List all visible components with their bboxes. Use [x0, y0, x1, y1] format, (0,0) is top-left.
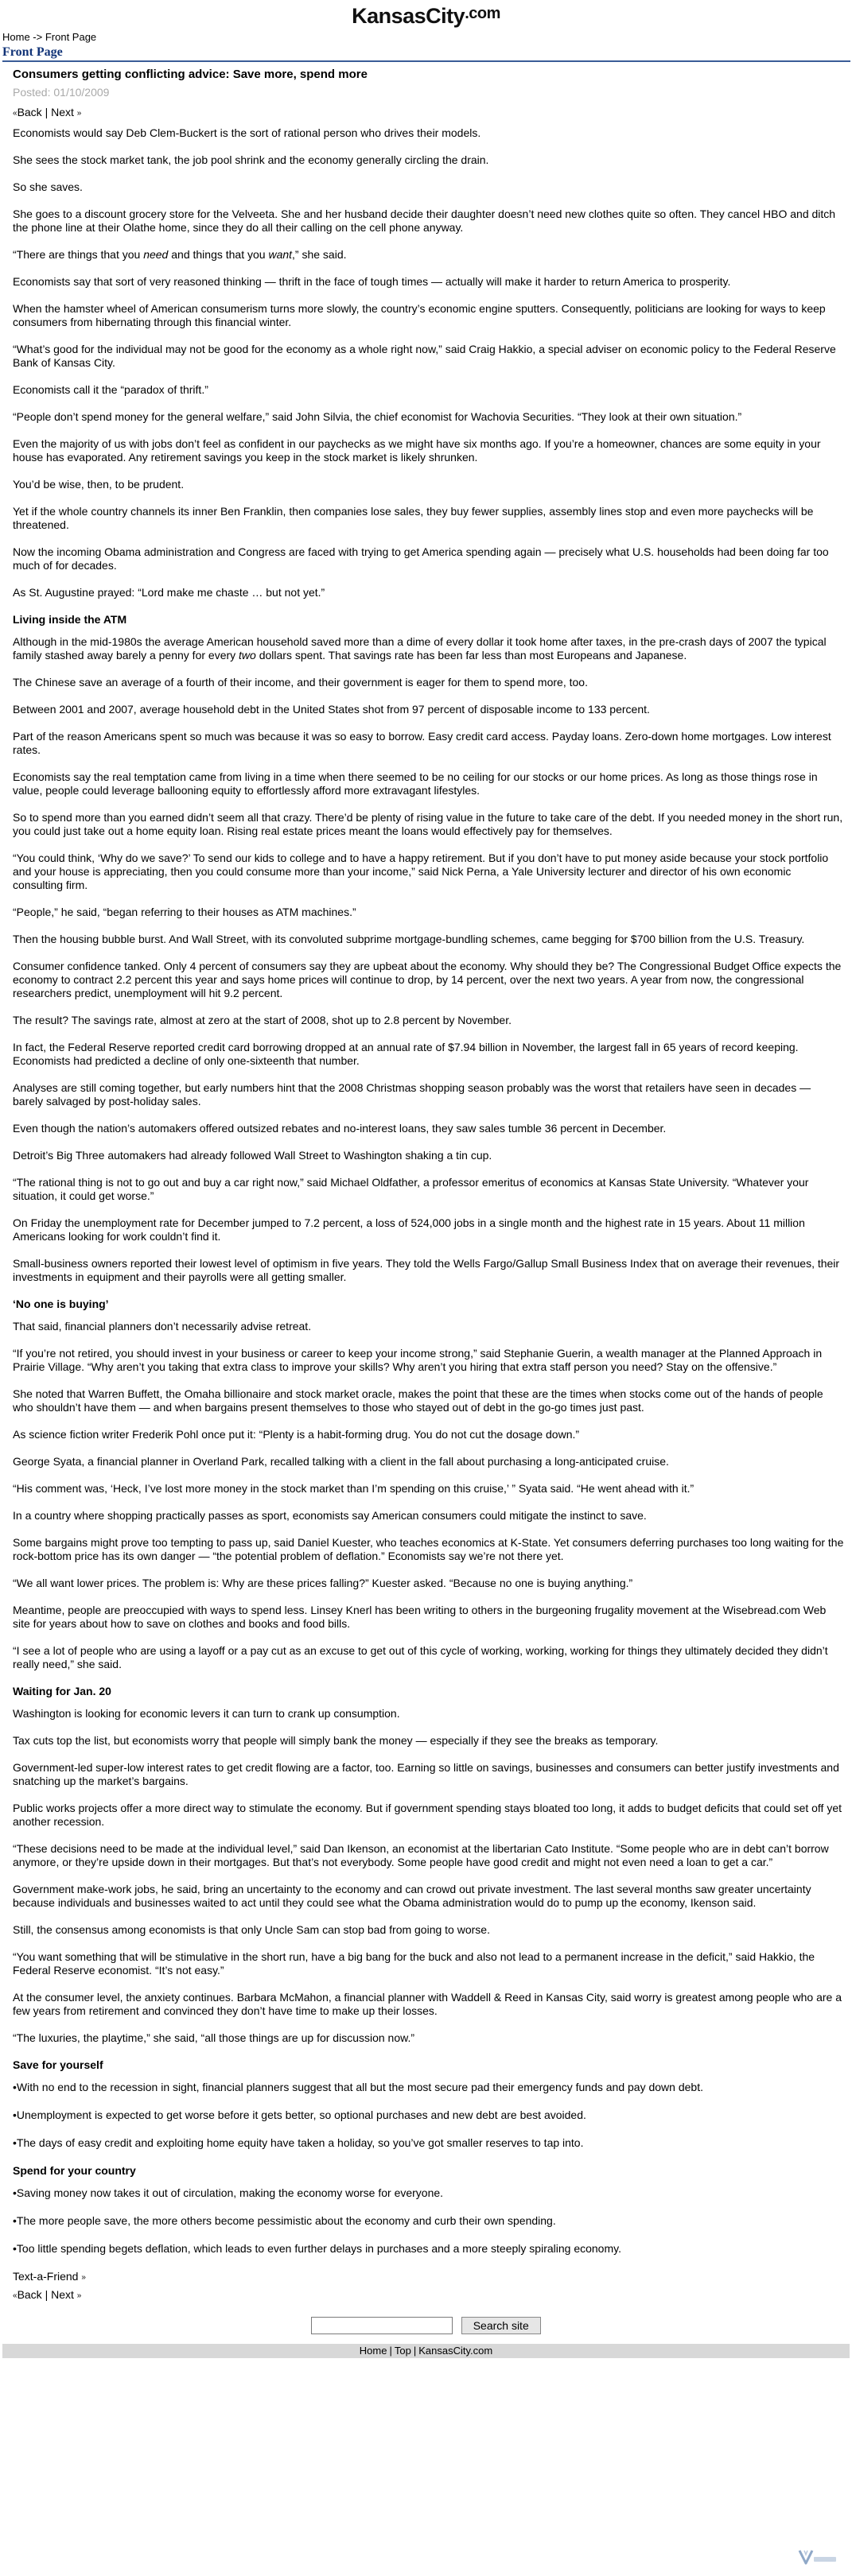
breadcrumb-separator: ->	[29, 31, 45, 43]
bullet-item: •The days of easy credit and exploiting home equity have taken a holiday, so you’ve got smaller reserves to tap into.	[13, 2136, 584, 2149]
paragraph: Economists call it the “paradox of thrift.”	[13, 383, 208, 396]
text-a-friend	[13, 2270, 844, 2284]
logo-text: KansasCity	[352, 4, 465, 28]
paragraph: She goes to a discount grocery store for the Velveeta. She and her husband decide their daughter doesn’t need new clothes quite so often. They cancel HBO and ditch the phone line at their Olathe home, since they do all their calling on the cell phone anyway.	[13, 208, 836, 234]
paragraph: Public works projects offer a more direct way to stimulate the economy. But if government spending stays bloated too long, it adds to budget deficits that could set off yet another recession.	[13, 1802, 842, 1828]
masthead	[0, 0, 852, 30]
paragraph: “The rational thing is not to go out and buy a car right now,” said Michael Oldfather, a professor emeritus of economics at Kansas State University. “Whatever your situation, it could get worse.”	[13, 1176, 809, 1202]
article-subhead: ‘No one is buying’	[13, 1298, 109, 1310]
back-arrow-icon: «	[13, 2291, 18, 2300]
footer-top-link[interactable]: Top	[394, 2345, 411, 2357]
site-search	[0, 2309, 852, 2341]
paragraph: Yet if the whole country channels its inner Ben Franklin, then companies lose sales, they buy fewer supplies, assembly lines stop and even more paychecks will be threatened.	[13, 505, 814, 531]
paragraph: “People,” he said, “began referring to their houses as ATM machines.”	[13, 906, 356, 918]
footer-nav	[2, 2344, 850, 2358]
section-title: Front Page	[2, 45, 63, 59]
paragraph: Government make-work jobs, he said, bring an uncertainty to the economy and can crowd out private investment. The last several months saw greater uncertainty because individuals and businesses waited to act until they could see what the Obama administration would do to pump up the economy, Ikenson said.	[13, 1883, 811, 1909]
article-subhead: Spend for your country	[13, 2164, 136, 2177]
site-logo[interactable]	[352, 2, 500, 28]
paragraph: Government-led super-low interest rates to get credit flowing are a factor, too. Earning so little on savings, businesses and consumers can better justify investments and snatching up the market’s bargains.	[13, 1761, 839, 1787]
footer-site-link[interactable]: KansasCity.com	[418, 2345, 493, 2357]
article-pager-bottom	[13, 2288, 844, 2302]
text-a-friend-arrow-icon: »	[81, 2273, 86, 2282]
next-link-bottom[interactable]: Next	[51, 2288, 74, 2301]
breadcrumb	[0, 30, 852, 45]
paragraph: George Syata, a financial planner in Overland Park, recalled talking with a client in the fall about purchasing a long-anticipated cruise.	[13, 1455, 669, 1468]
text-a-friend-link[interactable]: Text-a-Friend	[13, 2270, 79, 2283]
next-arrow-icon: »	[76, 2291, 82, 2300]
paragraph: Economists say that sort of very reasoned thinking — thrift in the face of tough times — actually will make it harder to return America to prosperity.	[13, 275, 731, 288]
article-subhead: Save for yourself	[13, 2058, 103, 2071]
pager-separator: |	[41, 2288, 52, 2301]
article-subhead: Living inside the ATM	[13, 613, 127, 626]
paragraph: “People don’t spend money for the general welfare,” said John Silvia, the chief economist for Wachovia Securities. “They look at their own situation.”	[13, 410, 742, 423]
paragraph: Some bargains might prove too tempting to pass up, said Daniel Kuester, who teaches economics at K-State. Yet consumers deferring purchases too long waiting for the rock-bottom price has its own danger — “the potential problem of deflation.” Economists say we’re not there yet.	[13, 1536, 844, 1562]
paragraph-text: “There are things that you	[13, 248, 144, 261]
paragraph	[13, 248, 844, 262]
paragraph: Detroit’s Big Three automakers had already followed Wall Street to Washington shaking a tin cup.	[13, 1149, 492, 1162]
paragraph: When the hamster wheel of American consumerism turns more slowly, the country’s economic engine sputters. Consequently, politicians are looking for ways to keep consumers from hibernating through this financial winter.	[13, 302, 826, 328]
paragraph: Between 2001 and 2007, average household debt in the United States shot from 97 percent of disposable income to 133 percent.	[13, 703, 650, 716]
paragraph: She noted that Warren Buffett, the Omaha billionaire and stock market oracle, makes the point that these are the times when stocks come out of the hands of people who shouldn’t have them — and when bargains present themselves to those who stayed out of debt in the go-go times just past.	[13, 1387, 823, 1414]
article-headline: Consumers getting conflicting advice: Save more, spend more	[13, 68, 368, 81]
paragraph: As St. Augustine prayed: “Lord make me chaste … but not yet.”	[13, 586, 325, 599]
article-posted-date: Posted: 01/10/2009	[13, 86, 110, 99]
paragraph: That said, financial planners don’t necessarily advise retreat.	[13, 1320, 312, 1333]
bullet-item: •Unemployment is expected to get worse before it gets better, so optional purchases and new debt are best avoided.	[13, 2109, 586, 2121]
paragraph: Even though the nation’s automakers offered outsized rebates and no-interest loans, they saw sales tumble 36 percent in December.	[13, 1122, 667, 1135]
paragraph: “His comment was, ‘Heck, I’ve lost more money in the stock market than I’m spending on this cruise,’ ” Syata said. “He went ahead with it.”	[13, 1482, 694, 1495]
back-link-top[interactable]: Back	[17, 106, 42, 118]
paragraph-text: ,” she said.	[292, 248, 347, 261]
paragraph: The result? The savings rate, almost at zero at the start of 2008, shot up to 2.8 percent by November.	[13, 1014, 512, 1026]
paragraph: As science fiction writer Frederik Pohl once put it: “Plenty is a habit-forming drug. You do not cut the dosage down.”	[13, 1428, 580, 1441]
paragraph: “You could think, ‘Why do we save?’ To send our kids to college and to have a happy retirement. But if you don’t have to put money aside because your stock portfolio and your house is appreciating, then you could consume more than your income,” said Nick Perna, a Yale University lecturer and director of his own economic consulting firm.	[13, 852, 829, 891]
article	[0, 62, 852, 2302]
paragraph: At the consumer level, the anxiety continues. Barbara McMahon, a financial planner with Waddell & Reed in Kansas City, said worry is greatest among people who are a few years from retirement and convinced they don’t have time to make up their losses.	[13, 1991, 842, 2017]
article-subhead: Waiting for Jan. 20	[13, 1685, 111, 1697]
paragraph: “These decisions need to be made at the individual level,” said Dan Ikenson, an economist at the libertarian Cato Institute. “Some people who are in debt can’t borrow anymore, or they’re upside down in their mortgages. But that’s not everybody. Some people have good credit and might not even need a loan to get a car.”	[13, 1842, 829, 1868]
pager-separator: |	[41, 106, 52, 118]
paragraph: Economists would say Deb Clem-Buckert is the sort of rational person who drives their models.	[13, 126, 481, 139]
paragraph: Still, the consensus among economists is that only Uncle Sam can stop bad from going to worse.	[13, 1923, 490, 1936]
emphasis-text: want	[268, 248, 293, 261]
logo-suffix: .com	[465, 5, 500, 22]
back-arrow-icon: «	[13, 109, 18, 118]
bullet-item: •The more people save, the more others become pessimistic about the economy and curb their own spending.	[13, 2214, 556, 2227]
paragraph: Washington is looking for economic levers it can turn to crank up consumption.	[13, 1707, 400, 1720]
paragraph: On Friday the unemployment rate for December jumped to 7.2 percent, a loss of 524,000 jobs in a single month and the highest rate in 15 years. About 11 million Americans looking for work couldn’t find it.	[13, 1216, 805, 1243]
paragraph: In fact, the Federal Reserve reported credit card borrowing dropped at an annual rate of $7.94 billion in November, the largest fall in 65 years of record keeping. Economists had predicted a decline of only one-sixteenth that number.	[13, 1041, 799, 1067]
breadcrumb-front-page-link[interactable]: Front Page	[45, 31, 97, 43]
paragraph: Now the incoming Obama administration and Congress are faced with trying to get America spending again — precisely what U.S. households had been doing far too much of for decades.	[13, 545, 829, 572]
paragraph-text: and things that you	[168, 248, 269, 261]
paragraph-text: dollars spent. That savings rate has been far less than most Europeans and Japanese.	[255, 649, 687, 661]
paragraph: “The luxuries, the playtime,” she said, “all those things are up for discussion now.”	[13, 2031, 415, 2044]
bullet-item: •Saving money now takes it out of circulation, making the economy worse for everyone.	[13, 2186, 444, 2199]
paragraph: “We all want lower prices. The problem is: Why are these prices falling?” Kuester asked. “Because no one is buying anything.”	[13, 1577, 633, 1589]
paragraph: “If you’re not retired, you should invest in your business or career to keep your income strong,” said Stephanie Guerin, a wealth manager at the Planned Approach in Prairie Village. “Why aren’t you taking that extra class to improve your skills? Why aren’t you hiring that extra staff person you need? Stay on the offensive.”	[13, 1347, 823, 1373]
paragraph: Economists say the real temptation came from living in a time when there seemed to be no ceiling for our stocks or our home prices. As long as those things rose in value, people could leverage ballooning equity to effortlessly afford more extravagant lifestyles.	[13, 770, 818, 797]
footer-separator: |	[413, 2345, 417, 2357]
paragraph: So she saves.	[13, 180, 83, 193]
paragraph	[13, 635, 844, 662]
paragraph: So to spend more than you earned didn’t seem all that crazy. There’d be plenty of rising value in the future to take care of the debt. If you needed money in the short run, you could just take out a home equity loan. Rising real estate prices meant the loans would effectively pay for themselves.	[13, 811, 843, 837]
emphasis-text: need	[143, 248, 169, 261]
paragraph: Even the majority of us with jobs don’t feel as confident in our paychecks as we might have six months ago. If you’re a homeowner, chances are some equity in your house has evaporated. Any retirement savings you keep in the stock market is likely shrunken.	[13, 437, 821, 464]
footer-separator: |	[389, 2345, 392, 2357]
powered-by-logo-icon	[796, 2547, 838, 2570]
paragraph: The Chinese save an average of a fourth of their income, and their government is eager for them to spend more, too.	[13, 676, 588, 689]
paragraph: She sees the stock market tank, the job pool shrink and the economy generally circling the drain.	[13, 153, 489, 166]
search-input[interactable]	[311, 2317, 453, 2334]
paragraph: In a country where shopping practically passes as sport, economists say American consumers could mitigate the instinct to save.	[13, 1509, 647, 1522]
bullet-item: •With no end to the recession in sight, financial planners suggest that all but the most secure pad their emergency funds and pay down debt.	[13, 2081, 703, 2093]
paragraph: Analyses are still coming together, but early numbers hint that the 2008 Christmas shopping season probably was the worst that retailers have seen in decades — barely salvaged by post-holiday sales.	[13, 1081, 811, 1108]
paragraph: Meantime, people are preoccupied with ways to spend less. Linsey Knerl has been writing to others in the burgeoning frugality movement at the Wisebread.com Web site for years about how to save on clothes and books and food bills.	[13, 1604, 827, 1630]
paragraph: “What’s good for the individual may not be good for the economy as a whole right now,” said Craig Hakkio, a special adviser on economic policy to the Federal Reserve Bank of Kansas City.	[13, 343, 836, 369]
emphasis-text: two	[239, 649, 256, 661]
bullet-item: •Too little spending begets deflation, which leads to even further delays in purchases and a more steeply spiraling economy.	[13, 2242, 621, 2255]
paragraph: “I see a lot of people who are using a layoff or a pay cut as an excuse to get out of this cycle of working, working, working for things they ultimately decided they didn’t really need,” she said.	[13, 1644, 828, 1670]
footer-home-link[interactable]: Home	[359, 2345, 387, 2357]
paragraph: You’d be wise, then, to be prudent.	[13, 478, 185, 491]
next-arrow-icon: »	[76, 109, 82, 118]
breadcrumb-home-link[interactable]: Home	[2, 31, 30, 43]
search-site-button[interactable]: Search site	[461, 2317, 541, 2334]
article-pager-top	[13, 106, 844, 120]
paragraph: Part of the reason Americans spent so much was because it was so easy to borrow. Easy credit card access. Payday loans. Zero-down home mortgages. Low interest rates.	[13, 730, 831, 756]
paragraph: Tax cuts top the list, but economists worry that people will simply bank the money — especially if they see the breaks as temporary.	[13, 1734, 659, 1747]
next-link-top[interactable]: Next	[51, 106, 74, 118]
paragraph: “You want something that will be stimulative in the short run, have a big bang for the buck and also not lead to a permanent increase in the deficit,” said Hakkio, the Federal Reserve economist. “It’s not easy.”	[13, 1950, 815, 1977]
back-link-bottom[interactable]: Back	[17, 2288, 42, 2301]
paragraph: Then the housing bubble burst. And Wall Street, with its convoluted subprime mortgage-bundling schemes, came begging for $700 billion from the U.S. Treasury.	[13, 933, 805, 945]
paragraph-text: Although in the mid-1980s the average American household saved more than a dime of every dollar it took home after taxes, in the pre-crash days of 2007 the typical family stashed away barely a penny for every	[13, 635, 827, 661]
paragraph: Consumer confidence tanked. Only 4 percent of consumers say they are upbeat about the economy. Why should they be? The Congressional Budget Office expects the economy to contract 2.2 percent this year and says home prices will continue to drop, by 14 percent, over the next two years. A year from now, the congressional researchers predict, unemployment will hit 9.2 percent.	[13, 960, 842, 999]
paragraph: Small-business owners reported their lowest level of optimism in five years. They told the Wells Fargo/Gallup Small Business Index that on average their revenues, their investments in equipment and their payrolls were all getting smaller.	[13, 1257, 840, 1283]
